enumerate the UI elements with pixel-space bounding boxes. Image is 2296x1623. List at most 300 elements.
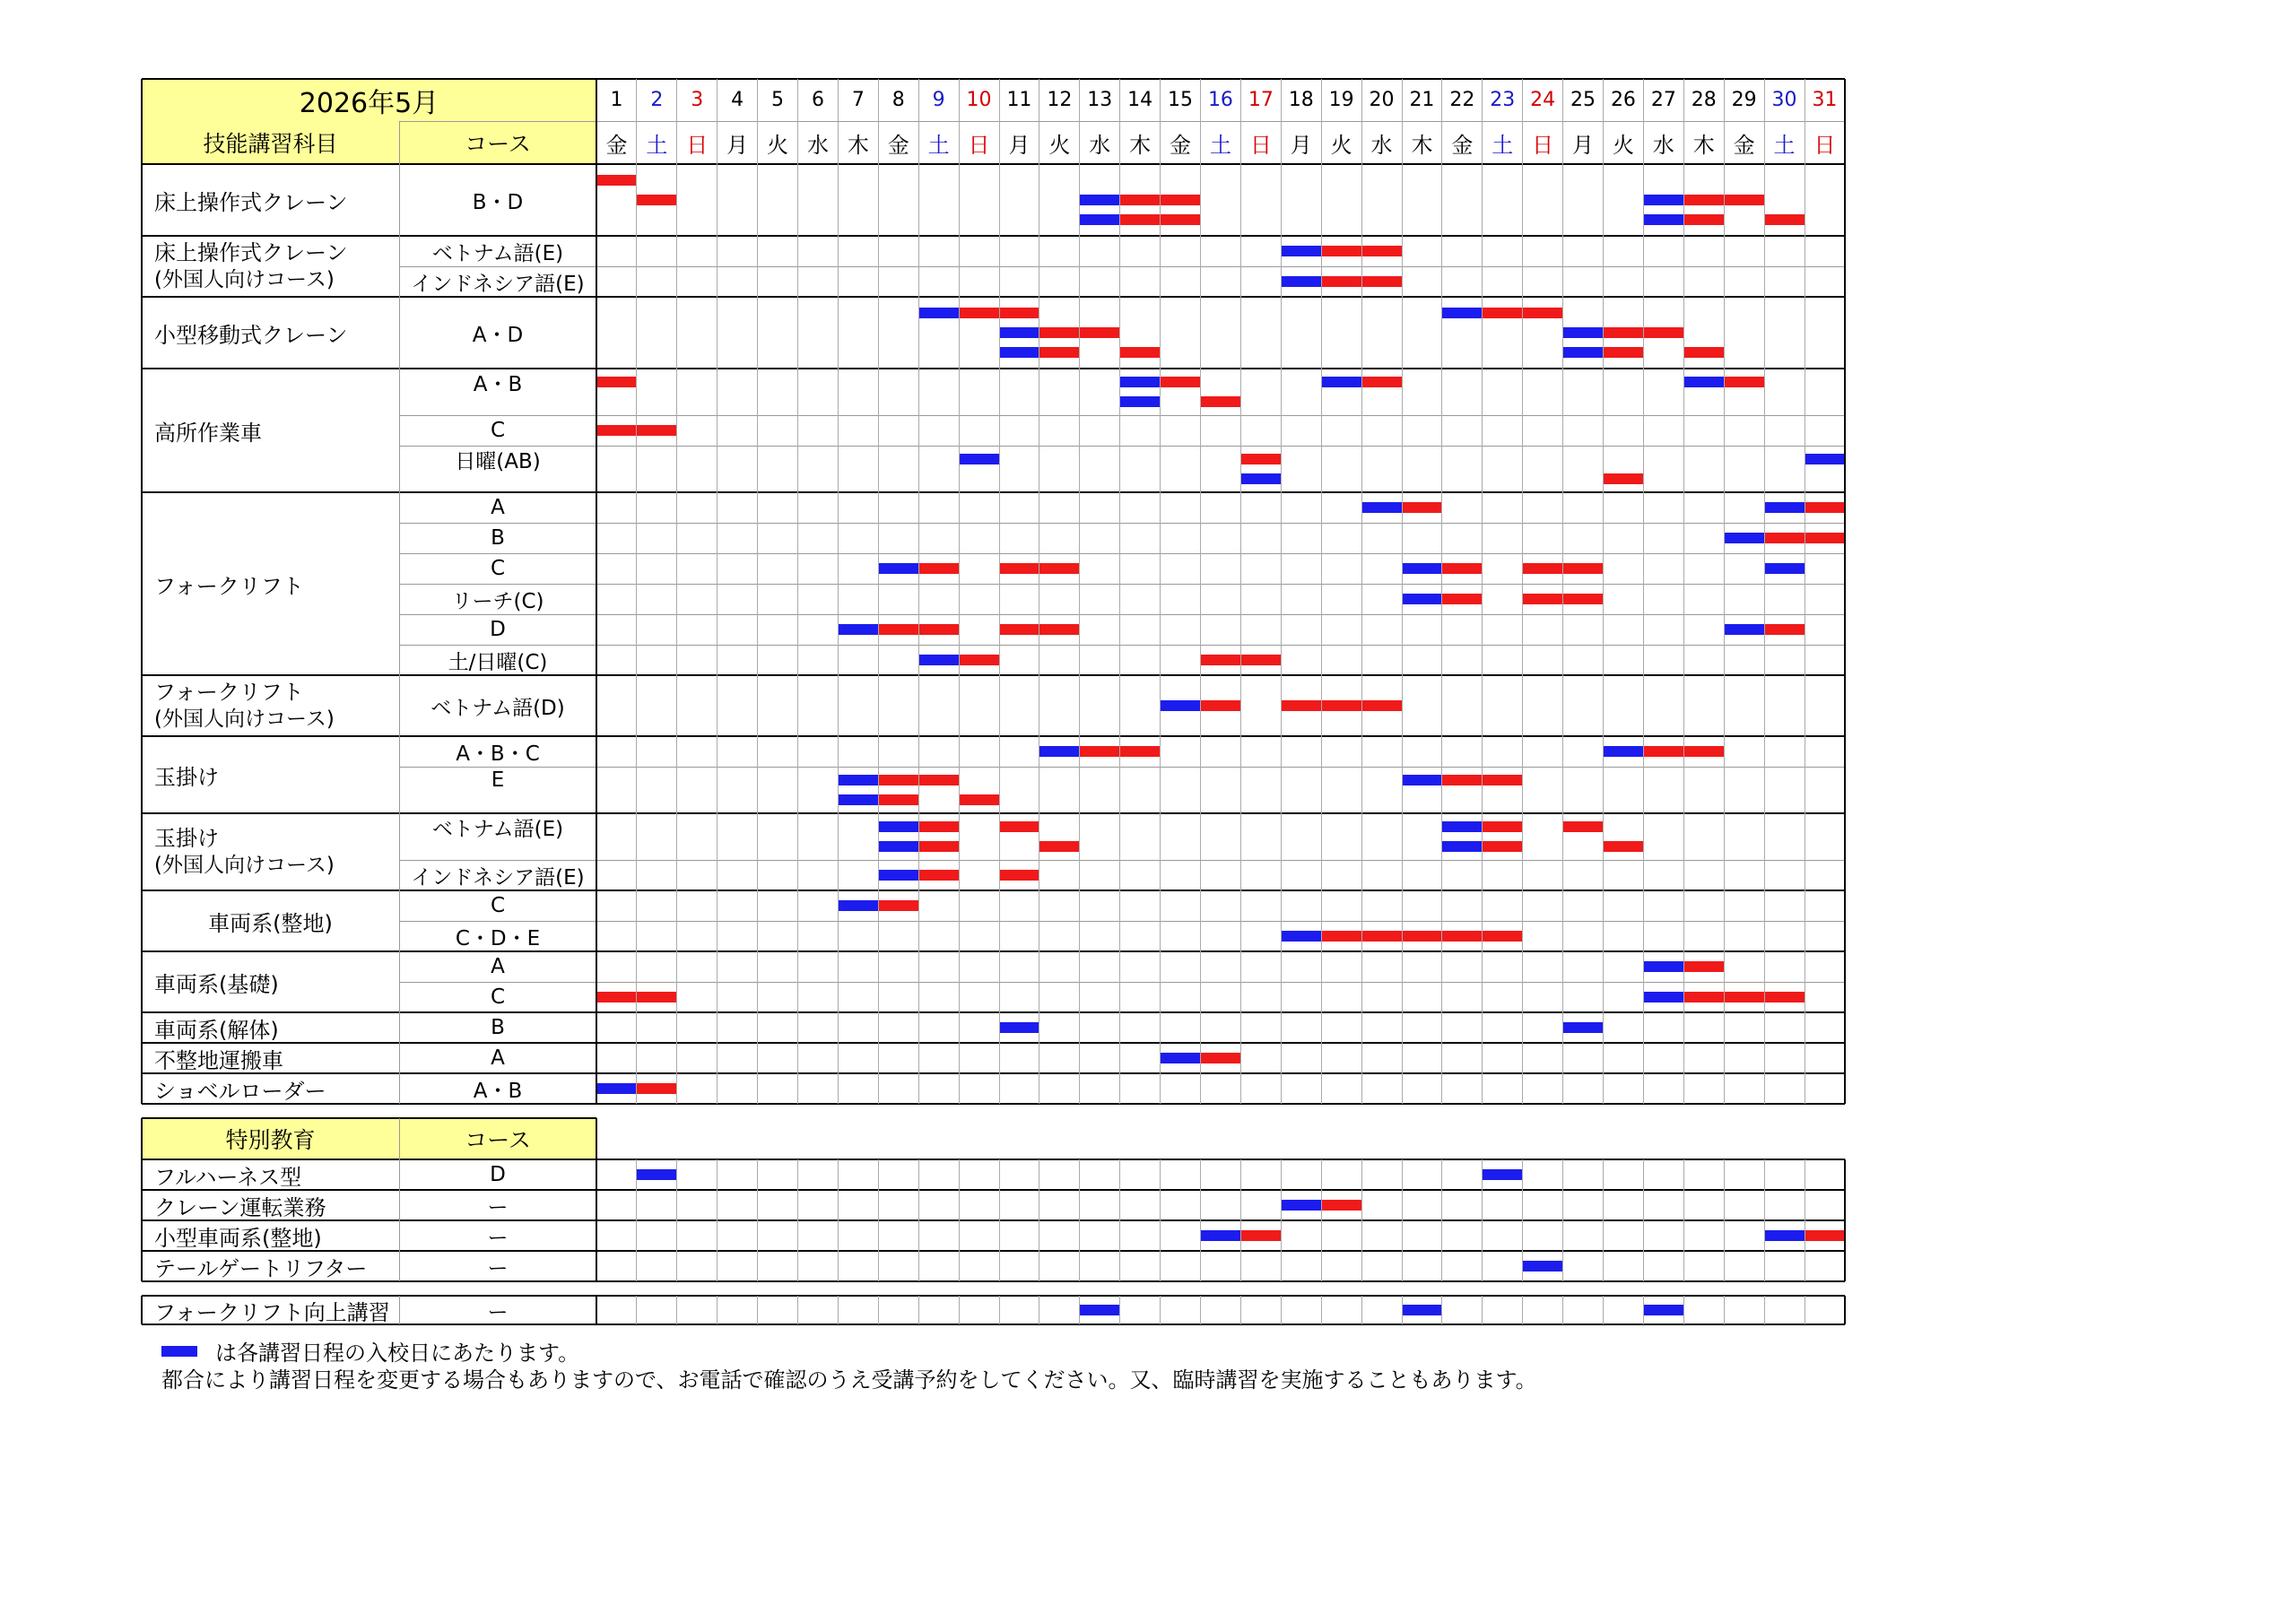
special-day-grid-line [1724, 1159, 1725, 1281]
schedule-0-0-1-course-bar [637, 195, 677, 205]
improve-day-grid-line [1603, 1296, 1604, 1324]
schedule-1-0-0-entry-bar [1281, 246, 1321, 256]
improve-day-grid-line [1683, 1296, 1684, 1324]
subject-label: 不整地運搬車 [154, 1047, 283, 1073]
schedule-0-0-1-entry-bar [1080, 195, 1120, 205]
special-day-grid-line [918, 1159, 919, 1281]
improve-day-grid-line [1079, 1296, 1080, 1324]
schedule-7-0-0-course-bar [999, 821, 1039, 832]
weekday-label: 水 [806, 132, 829, 158]
schedule-4-0-0-course-bar [1805, 502, 1845, 513]
improve-day-grid-line [1562, 1296, 1563, 1324]
special-day-grid-line [1402, 1159, 1403, 1281]
legend-text: は各講習日程の入校日にあたります。 [215, 1341, 580, 1366]
schedule-6-0-0-entry-bar [1039, 746, 1080, 757]
course-label: 土/日曜(C) [448, 650, 548, 674]
weekday-label: 火 [1330, 132, 1352, 158]
course-label: C [490, 557, 506, 580]
course-label: A [491, 955, 505, 978]
special-schedule-2-entry-bar [1201, 1230, 1241, 1241]
schedule-5-0-0-course-bar [1281, 700, 1402, 711]
special-day-grid-line [1321, 1159, 1322, 1281]
schedule-7-0-0-course-bar [918, 821, 959, 832]
special-title: 特別教育 [225, 1127, 316, 1153]
subject-label-line1: フォークリフト [154, 680, 304, 705]
day-grid-line [1281, 79, 1282, 1104]
schedule-5-0-0-course-bar [1201, 700, 1241, 711]
day-number: 11 [1006, 89, 1032, 111]
weekday-label: 月 [1572, 132, 1595, 158]
improve-day-grid-line [1402, 1296, 1403, 1324]
special-day-grid-line [838, 1159, 839, 1281]
schedule-3-0-0-course-bar [1724, 377, 1764, 387]
day-number: 30 [1771, 89, 1797, 111]
special-day-grid-line [636, 1159, 637, 1281]
day-number: 16 [1207, 89, 1233, 111]
weekday-label: 木 [1692, 132, 1715, 158]
schedule-7-0-1-entry-bar [1442, 841, 1483, 852]
day-number: 6 [811, 89, 824, 111]
day-number: 12 [1047, 89, 1073, 111]
special-day-grid-line [959, 1159, 960, 1281]
schedule-7-1-0-course-bar [918, 870, 959, 881]
day-number: 19 [1328, 89, 1354, 111]
schedule-2-0-0-entry-bar [918, 308, 959, 318]
subject-label: フォークリフト [154, 573, 304, 599]
course-label: A [491, 1046, 505, 1070]
improve-day-grid-line [717, 1296, 718, 1324]
day-grid-line [717, 79, 718, 1104]
special-subject-label: フルハーネス型 [154, 1164, 302, 1190]
day-grid-line [878, 79, 879, 1104]
day-grid-line [676, 79, 677, 1104]
day-number: 13 [1087, 89, 1113, 111]
course-label: C [490, 894, 506, 917]
course-days-divider [596, 79, 597, 1104]
improve-day-grid-line [1321, 1296, 1322, 1324]
special-day-grid-line [1764, 1159, 1765, 1281]
subject-label-line2: (外国人向けコース) [154, 268, 335, 291]
weekday-label: 日 [1532, 132, 1554, 158]
day-grid-line [1683, 79, 1684, 1104]
day-number: 23 [1490, 89, 1516, 111]
day-number: 29 [1731, 89, 1757, 111]
day-grid-line [757, 79, 758, 1104]
course-divider [399, 645, 1845, 646]
day-grid-line [636, 79, 637, 1104]
weekday-label: 木 [1129, 132, 1152, 158]
schedule-8-1-0-entry-bar [1281, 931, 1321, 942]
course-label: B・D [472, 190, 524, 214]
day-grid-line [1361, 79, 1362, 1104]
schedule-4-1-0-entry-bar [1724, 533, 1764, 543]
subject-label-line1: 床上操作式クレーン [154, 240, 348, 265]
subject-label-line2: (外国人向けコース) [154, 854, 335, 877]
course-divider [399, 767, 1845, 768]
improve-day-grid-line [676, 1296, 677, 1324]
schedule-3-2-0-course-bar [1240, 454, 1281, 464]
schedule-7-1-0-entry-bar [878, 870, 918, 881]
schedule-2-0-0-entry-bar [1442, 308, 1483, 318]
course-label: ベトナム語(D) [430, 696, 565, 720]
subject-course-divider [399, 121, 400, 1104]
day-number: 4 [731, 89, 744, 111]
day-number: 27 [1650, 89, 1676, 111]
improve-day-grid-line [1281, 1296, 1282, 1324]
special-day-grid-line [1361, 1159, 1362, 1281]
day-number: 8 [891, 89, 905, 111]
day-grid-line [999, 79, 1000, 1104]
day-number: 3 [691, 89, 704, 111]
day-grid-line [1200, 79, 1201, 1104]
day-grid-line [797, 79, 798, 1104]
course-divider [399, 523, 1845, 524]
schedule-8-0-0-course-bar [878, 900, 918, 911]
schedule-7-0-0-course-bar [1483, 821, 1523, 832]
course-label: リーチ(C) [451, 589, 544, 613]
special-day-grid-line [1643, 1159, 1644, 1281]
schedule-3-0-1-entry-bar [1120, 396, 1161, 407]
course-divider [399, 446, 1845, 447]
special-day-grid-line [1683, 1159, 1684, 1281]
subject-label: 玉掛け [154, 764, 219, 790]
improve-day-grid-line [1160, 1296, 1161, 1324]
table-left-border [141, 79, 143, 1104]
schedule-9-1-0-course-bar [1683, 992, 1805, 1002]
improve-schedule-entry-bar [1643, 1305, 1683, 1315]
subject-label-line2: (外国人向けコース) [154, 707, 335, 731]
weekday-label: 土 [927, 132, 950, 158]
special-course-label: ー [487, 1195, 509, 1219]
schedule-4-2-0-entry-bar [1402, 563, 1442, 574]
day-number: 22 [1449, 89, 1475, 111]
subject-label [142, 675, 399, 736]
schedule-6-1-1-course-bar [959, 794, 999, 805]
special-day-grid-line [1160, 1159, 1161, 1281]
day-grid-line [1603, 79, 1604, 1104]
schedule-4-0-0-course-bar [1402, 502, 1442, 513]
special-day-grid-line [1522, 1159, 1523, 1281]
weekday-label: 水 [1652, 132, 1674, 158]
improve-day-grid-line [1764, 1296, 1765, 1324]
special-schedule-0-entry-bar [1483, 1169, 1523, 1180]
subject-label: 床上操作式クレーン [154, 189, 348, 215]
day-number: 26 [1610, 89, 1636, 111]
schedule-0-0-2-course-bar [1120, 214, 1161, 225]
schedule-7-0-1-course-bar [1483, 841, 1523, 852]
improve-day-grid-line [999, 1296, 1000, 1324]
course-label: B [491, 1016, 505, 1039]
special-day-grid-line [1200, 1159, 1201, 1281]
legend-entry-swatch [161, 1346, 197, 1357]
special-day-grid-line [757, 1159, 758, 1281]
weekday-label: 金 [1733, 132, 1755, 158]
schedule-0-0-1-entry-bar [1643, 195, 1683, 205]
schedule-3-2-1-course-bar [1604, 473, 1644, 484]
schedule-6-1-0-entry-bar [838, 775, 878, 785]
course-divider [399, 921, 1845, 922]
subject-label: 車両系(整地) [208, 910, 333, 936]
day-number: 25 [1570, 89, 1596, 111]
schedule-9-0-0-entry-bar [1643, 961, 1683, 972]
day-number: 2 [650, 89, 664, 111]
subject-label [142, 813, 399, 890]
improve-top [142, 1295, 1845, 1297]
course-divider [399, 266, 1845, 267]
special-header-top [142, 1117, 596, 1119]
schedule-2-0-1-entry-bar [1563, 327, 1604, 338]
weekday-label: 水 [1370, 132, 1393, 158]
special-subject-label: テールゲートリフター [154, 1255, 368, 1281]
group-divider [142, 1103, 1845, 1105]
course-label: C [490, 419, 506, 442]
schedule-9-0-0-course-bar [1683, 961, 1724, 972]
improve-right [1844, 1296, 1846, 1324]
subject-label: ショベルローダー [154, 1078, 326, 1104]
schedule-7-0-1-course-bar [1039, 841, 1080, 852]
schedule-3-2-1-entry-bar [1240, 473, 1281, 484]
course-label: A・D [472, 323, 524, 347]
schedule-7-1-0-course-bar [999, 870, 1039, 881]
improve-left [141, 1296, 143, 1324]
improve-day-grid-line [1441, 1296, 1442, 1324]
schedule-2-0-1-entry-bar [999, 327, 1039, 338]
course-label: E [491, 768, 505, 792]
special-right-border [1844, 1159, 1846, 1281]
header-mid-line-days [596, 121, 1845, 122]
schedule-10-0-0-entry-bar [999, 1022, 1039, 1033]
course-label: A・B・C [456, 742, 540, 766]
weekday-label: 土 [1773, 132, 1796, 158]
table-right-border [1844, 79, 1846, 1104]
day-number: 17 [1248, 89, 1274, 111]
weekday-label: 木 [1411, 132, 1433, 158]
special-day-grid-line [1281, 1159, 1282, 1281]
improve-label: フォークリフト向上講習 [154, 1299, 390, 1325]
special-day-grid-line [797, 1159, 798, 1281]
weekday-label: 月 [726, 132, 749, 158]
special-day-grid-line [999, 1159, 1000, 1281]
improve-day-grid-line [1240, 1296, 1241, 1324]
schedule-0-0-0-course-bar [596, 175, 637, 186]
day-grid-line [1119, 79, 1120, 1104]
course-label: C・D・E [455, 926, 541, 950]
schedule-0-0-2-course-bar [1764, 214, 1805, 225]
course-label: D [490, 618, 506, 641]
weekday-label: 土 [1209, 132, 1231, 158]
course-label: B [491, 526, 505, 550]
page-title: 2026年5月 [299, 87, 439, 119]
schedule-7-0-1-entry-bar [878, 841, 918, 852]
schedule-5-0-0-entry-bar [1161, 700, 1201, 711]
course-label: A・B [473, 1079, 523, 1103]
day-grid-line [1482, 79, 1483, 1104]
schedule-12-0-0-entry-bar [596, 1083, 637, 1094]
schedule-3-0-0-entry-bar [1321, 377, 1361, 387]
special-schedule-2-course-bar [1240, 1230, 1281, 1241]
improve-day-grid-line [1643, 1296, 1644, 1324]
subject-label [142, 236, 399, 297]
weekday-label: 日 [968, 132, 990, 158]
schedule-4-2-0-course-bar [918, 563, 959, 574]
schedule-4-3-0-course-bar [1442, 594, 1483, 604]
day-grid-line [1240, 79, 1241, 1104]
special-schedule-2-entry-bar [1764, 1230, 1805, 1241]
improve-course-label: ー [487, 1300, 509, 1324]
day-number: 15 [1168, 89, 1194, 111]
day-grid-line [1321, 79, 1322, 1104]
improve-day-grid-line [757, 1296, 758, 1324]
schedule-2-0-2-course-bar [1604, 347, 1644, 358]
improve-day-grid-line [838, 1296, 839, 1324]
special-day-grid-line [1119, 1159, 1120, 1281]
day-number: 7 [851, 89, 865, 111]
course-label: インドネシア語(E) [411, 272, 585, 296]
schedule-4-0-0-entry-bar [1764, 502, 1805, 513]
schedule-3-0-1-course-bar [1201, 396, 1241, 407]
special-row-divider [142, 1280, 1845, 1282]
day-number: 10 [966, 89, 992, 111]
course-divider [399, 982, 1845, 983]
header-mid-line [399, 121, 596, 122]
improve-day-grid-line [1200, 1296, 1201, 1324]
day-grid-line [1522, 79, 1523, 1104]
weekday-label: 水 [1089, 132, 1111, 158]
special-schedule-3-entry-bar [1523, 1261, 1563, 1271]
schedule-4-5-0-entry-bar [918, 655, 959, 665]
day-number: 1 [610, 89, 623, 111]
special-day-grid-line [1482, 1159, 1483, 1281]
schedule-8-0-0-entry-bar [838, 900, 878, 911]
day-grid-line [1562, 79, 1563, 1104]
special-day-grid-line [1240, 1159, 1241, 1281]
improve-day-grid-line [1522, 1296, 1523, 1324]
special-day-grid-line [1603, 1159, 1604, 1281]
weekday-label: 木 [847, 132, 869, 158]
subject-column-header: 技能講習科目 [203, 131, 338, 157]
weekday-label: 土 [646, 132, 668, 158]
improve-day-grid-line [1724, 1296, 1725, 1324]
special-course-days-divider [596, 1118, 597, 1281]
schedule-7-0-0-entry-bar [1442, 821, 1483, 832]
improve-course-days [596, 1296, 597, 1324]
weekday-label: 日 [1249, 132, 1272, 158]
improve-mid [399, 1296, 400, 1324]
schedule-4-4-0-entry-bar [1724, 624, 1764, 635]
day-grid-line [1441, 79, 1442, 1104]
special-subject-course-divider [399, 1118, 400, 1281]
schedule-7-0-1-course-bar [1604, 841, 1644, 852]
course-divider [399, 584, 1845, 585]
course-label: インドネシア語(E) [411, 865, 585, 890]
schedule-9-1-0-entry-bar [1643, 992, 1683, 1002]
schedule-7-0-0-course-bar [1563, 821, 1604, 832]
special-subject-label: 小型車両系(整地) [154, 1225, 322, 1251]
subject-label: 車両系(解体) [154, 1017, 279, 1043]
day-number: 31 [1812, 89, 1838, 111]
improve-day-grid-line [918, 1296, 919, 1324]
course-divider [399, 614, 1845, 615]
day-number: 5 [771, 89, 785, 111]
schedule-1-1-0-entry-bar [1281, 276, 1321, 287]
schedule-12-0-0-course-bar [637, 1083, 677, 1094]
day-number: 21 [1409, 89, 1435, 111]
weekday-label: 金 [1170, 132, 1192, 158]
day-number: 24 [1530, 89, 1556, 111]
schedule-2-0-2-course-bar [1120, 347, 1161, 358]
weekday-label: 火 [1048, 132, 1071, 158]
improve-day-grid-line [878, 1296, 879, 1324]
day-number: 28 [1691, 89, 1717, 111]
special-day-grid-line [878, 1159, 879, 1281]
schedule-2-0-2-entry-bar [1563, 347, 1604, 358]
schedule-0-0-2-entry-bar [1080, 214, 1120, 225]
subject-label: 小型移動式クレーン [154, 322, 348, 348]
improve-schedule-entry-bar [1402, 1305, 1442, 1315]
schedule-6-0-0-entry-bar [1604, 746, 1644, 757]
special-course-header: コース [465, 1127, 531, 1153]
special-schedule-1-course-bar [1321, 1200, 1361, 1211]
course-label: A [491, 496, 505, 519]
special-day-grid-line [717, 1159, 718, 1281]
day-number: 18 [1288, 89, 1314, 111]
day-grid-line [1079, 79, 1080, 1104]
improve-day-grid-line [959, 1296, 960, 1324]
weekday-label: 火 [1612, 132, 1634, 158]
schedule-11-0-0-course-bar [1201, 1053, 1241, 1063]
weekday-label: 火 [767, 132, 789, 158]
course-label: ベトナム語(E) [431, 817, 564, 841]
special-course-label: D [490, 1163, 506, 1186]
special-day-grid-line [1562, 1159, 1563, 1281]
weekday-label: 日 [686, 132, 709, 158]
schedule-4-2-0-course-bar [1442, 563, 1483, 574]
schedule-2-0-2-course-bar [1683, 347, 1724, 358]
improve-schedule-entry-bar [1080, 1305, 1120, 1315]
schedule-0-0-2-entry-bar [1643, 214, 1683, 225]
course-label: A・B [473, 372, 523, 396]
day-grid-line [918, 79, 919, 1104]
schedule-3-0-0-entry-bar [1120, 377, 1161, 387]
weekday-label: 金 [887, 132, 909, 158]
schedule-10-0-0-entry-bar [1563, 1022, 1604, 1033]
improve-day-grid-line [1119, 1296, 1120, 1324]
schedule-4-5-0-course-bar [959, 655, 999, 665]
special-course-label: ー [487, 1226, 509, 1250]
day-grid-line [1643, 79, 1644, 1104]
header-bottom-border [142, 163, 1845, 165]
weekday-label: 月 [1008, 132, 1031, 158]
header-top-border [142, 78, 1845, 80]
schedule-7-0-1-course-bar [918, 841, 959, 852]
schedule-4-2-0-entry-bar [878, 563, 918, 574]
day-number: 20 [1369, 89, 1395, 111]
improve-day-grid-line [1361, 1296, 1362, 1324]
schedule-6-1-1-entry-bar [838, 794, 878, 805]
special-schedule-1-entry-bar [1281, 1200, 1321, 1211]
day-grid-line [959, 79, 960, 1104]
schedule-3-0-0-course-bar [1361, 377, 1402, 387]
course-label: 日曜(AB) [455, 449, 541, 473]
day-number: 14 [1127, 89, 1153, 111]
schedule-3-2-0-entry-bar [959, 454, 999, 464]
improve-day-grid-line [636, 1296, 637, 1324]
schedule-4-0-0-entry-bar [1361, 502, 1402, 513]
course-column-header: コース [465, 131, 531, 157]
schedule-3-0-0-course-bar [1161, 377, 1201, 387]
course-divider [399, 860, 1845, 861]
schedule-7-0-0-entry-bar [878, 821, 918, 832]
